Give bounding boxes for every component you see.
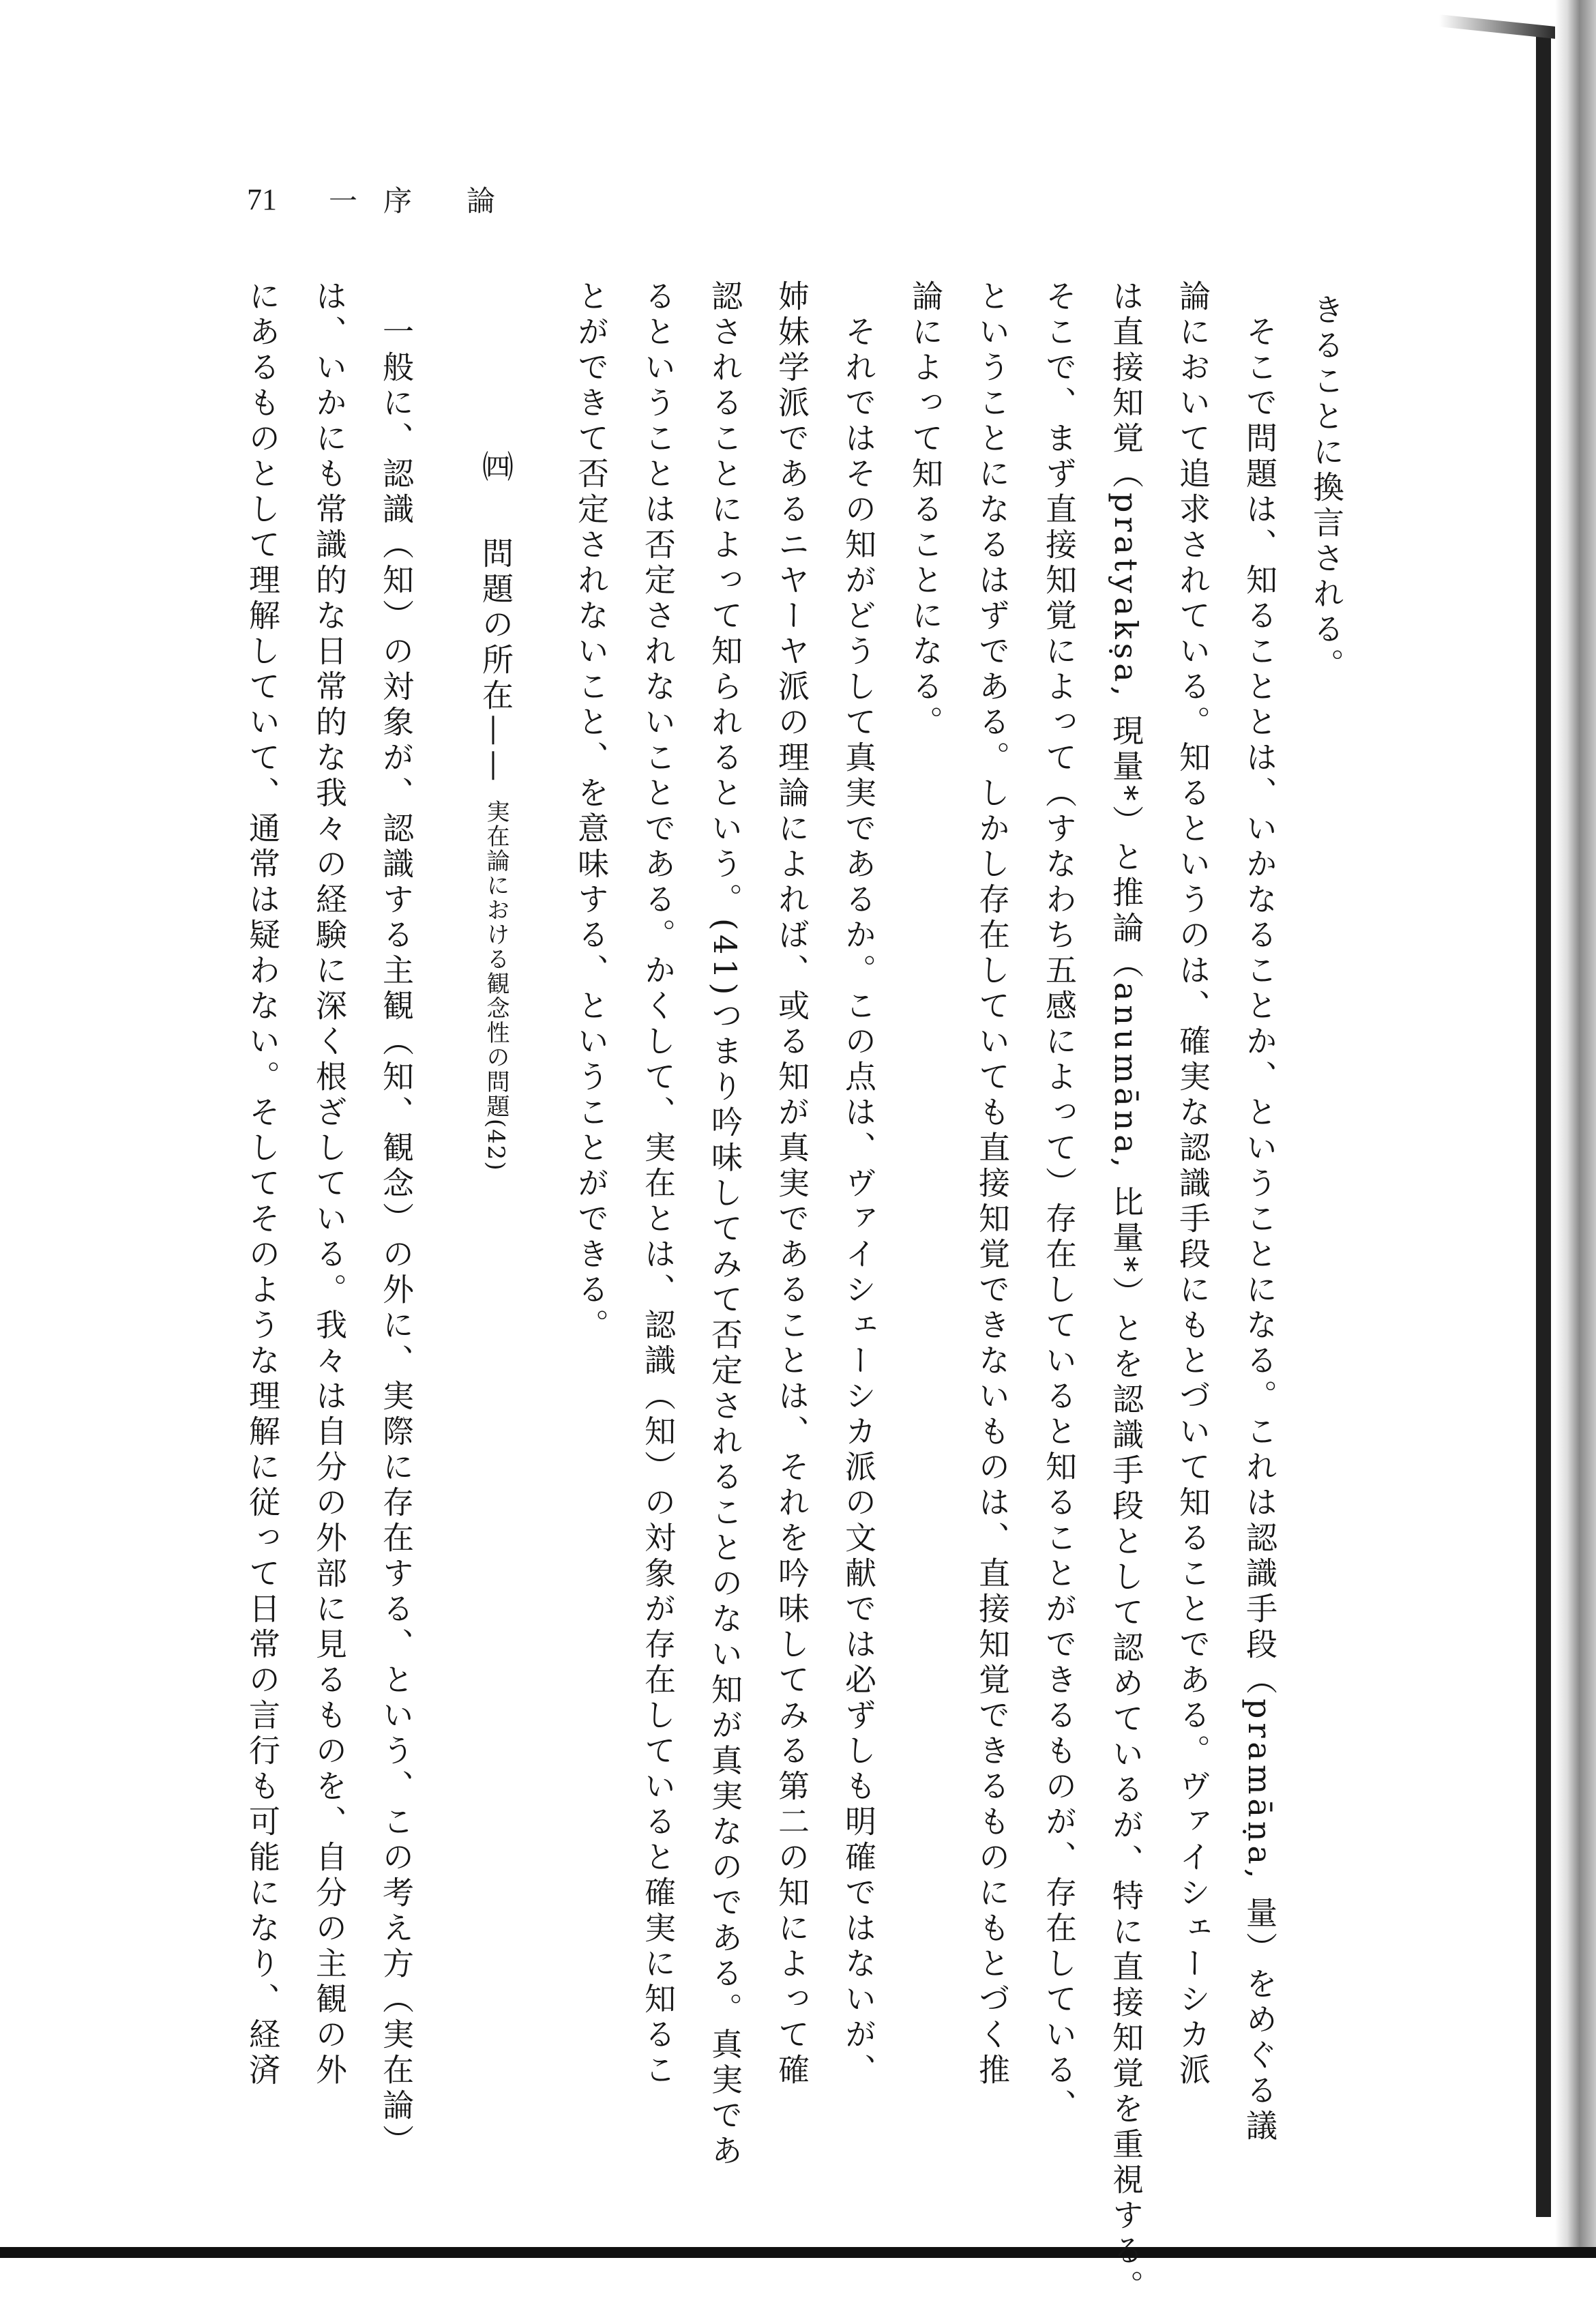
text-column: は、いかにも常識的な日常的な我々の経験に深く根ざしている。我々は自分の外部に見るものを、自分の主観の外 [311,280,348,2089]
text-column: 一般に、認識（知）の対象が、認識する主観（知、観念）の外に、実際に存在する、という、この考え方（実在論） [378,280,415,2160]
text-column: 認されることによって知られるという。(41)つまり吟味してみて否定されることのない知が真実なのである。真実であ [707,280,743,2170]
text-column: 論において追求されている。知るというのは、確実な認識手段にもとづいて知ることである。ヴァイシェーシカ派 [1174,280,1211,2089]
text-column: そこで、まず直接知覚によって（すなわち五感によって）存在していると知ることができるものが、存在している、 [1041,280,1078,2124]
running-head-chapter: 序 [383,184,413,218]
scan-edge-bar [1536,27,1551,2217]
section-number: ㈣ [477,450,514,482]
scan-bottom-edge [0,2247,1596,2258]
text-column: 姉妹学派であるニヤーヤ派の理論によれば、或る知が真実であることは、それを吟味してみる第二の知によって確 [773,280,810,2089]
text-column: とができて否定されないこと、を意味する、ということができる。 [573,280,610,1344]
running-head-separator: 一 [329,184,358,218]
text-column: ということになるはずである。しかし存在していても直接知覚できないものは、直接知覚できるものにもとづく推 [974,280,1011,2089]
text-column: そこで問題は、知ることとは、いかなることか、ということになる。これは認識手段（pramāṇa, 量）をめぐる議 [1241,280,1278,2145]
running-head-chapter-2: 論 [467,184,496,218]
page-number: 71 [247,182,277,216]
running-head [247,179,495,220]
section-heading [477,450,514,1172]
text-column: は直接知覚（pratyakṣa, 現量*）と推論（anumāna, 比量*）とを認識手段として認めているが、特に直接知覚を重視する。 [1108,280,1144,2305]
scan-edge-shadow [1555,0,1596,2258]
scan-corner-mark [1439,14,1555,39]
section-title: 問題の所在—— [477,537,514,786]
section-subtitle: 実在論における観念性の問題(42) [482,799,509,1172]
text-column: 論によって知ることになる。 [907,280,944,741]
text-column: きることに換言される。 [1308,293,1345,684]
text-column: それではその知がどうして真実であるか。この点は、ヴァイシェーシカ派の文献では必ずしも明確ではないが、 [840,280,877,2089]
text-column: るということは否定されないことである。かくして、実在とは、認識（知）の対象が存在していると確実に知るこ [640,280,677,2089]
text-column: にあるものとして理解していて、通常は疑わない。そしてそのような理解に従って日常の言行も可能になり、経済 [244,280,281,2089]
